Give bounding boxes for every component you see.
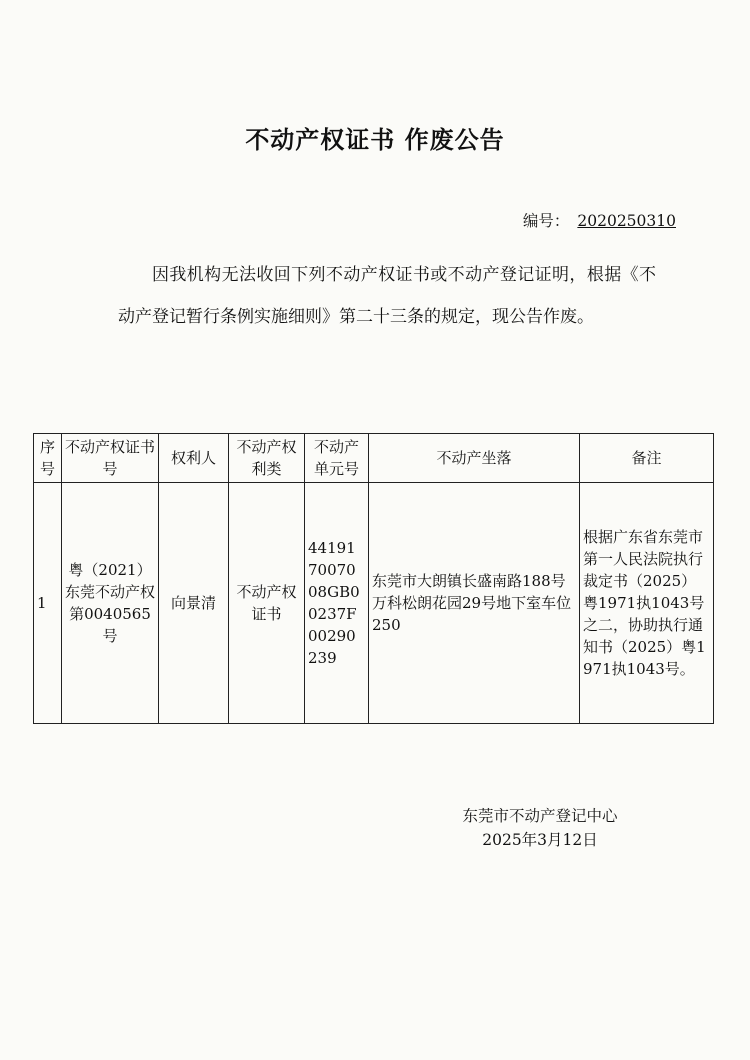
page-title: 不动产权证书 作废公告 [245,126,505,154]
table-header-row [34,434,714,483]
issuer-name: 东莞市不动产登记中心 [462,807,618,825]
notice-body-text: 因我机构无法收回下列不动产权证书或不动产登记证明，根据《不动产登记暂行条例实施细则》第二十三条的规定，现公告作废。 [118,265,656,327]
header-location: 不动产坐落 [369,434,580,483]
cell-remarks: 根据广东省东莞市第一人民法院执行裁定书（2025）粤1971执1043号之二，协助执行通知书（2025）粤1971执1043号。 [580,483,714,724]
header-right-type: 不动产权利类 [229,434,305,483]
cell-unit-no: 441917007008GB00237F00290239 [305,483,369,724]
cell-location: 东莞市大朗镇长盛南路188号万科松朗花园29号地下室车位250 [369,483,580,724]
header-unit-no: 不动产单元号 [305,434,369,483]
void-certificate-table [33,433,714,724]
document-number [523,209,676,231]
cell-right-type: 不动产权证书 [229,483,305,724]
footer-signature [430,804,650,852]
cell-holder: 向景清 [159,483,229,724]
issue-date: 2025年3月12日 [482,831,598,849]
table-row [34,483,714,724]
header-cert-no: 不动产权证书号 [62,434,159,483]
document-number-value: 2020250310 [577,212,676,230]
cell-cert-no: 粤（2021）东莞不动产权第0040565号 [62,483,159,724]
document-number-label: 编号： [522,212,570,230]
header-remarks: 备注 [580,434,714,483]
header-holder: 权利人 [159,434,229,483]
cell-seq: 1 [34,483,62,724]
header-seq: 序号 [34,434,62,483]
